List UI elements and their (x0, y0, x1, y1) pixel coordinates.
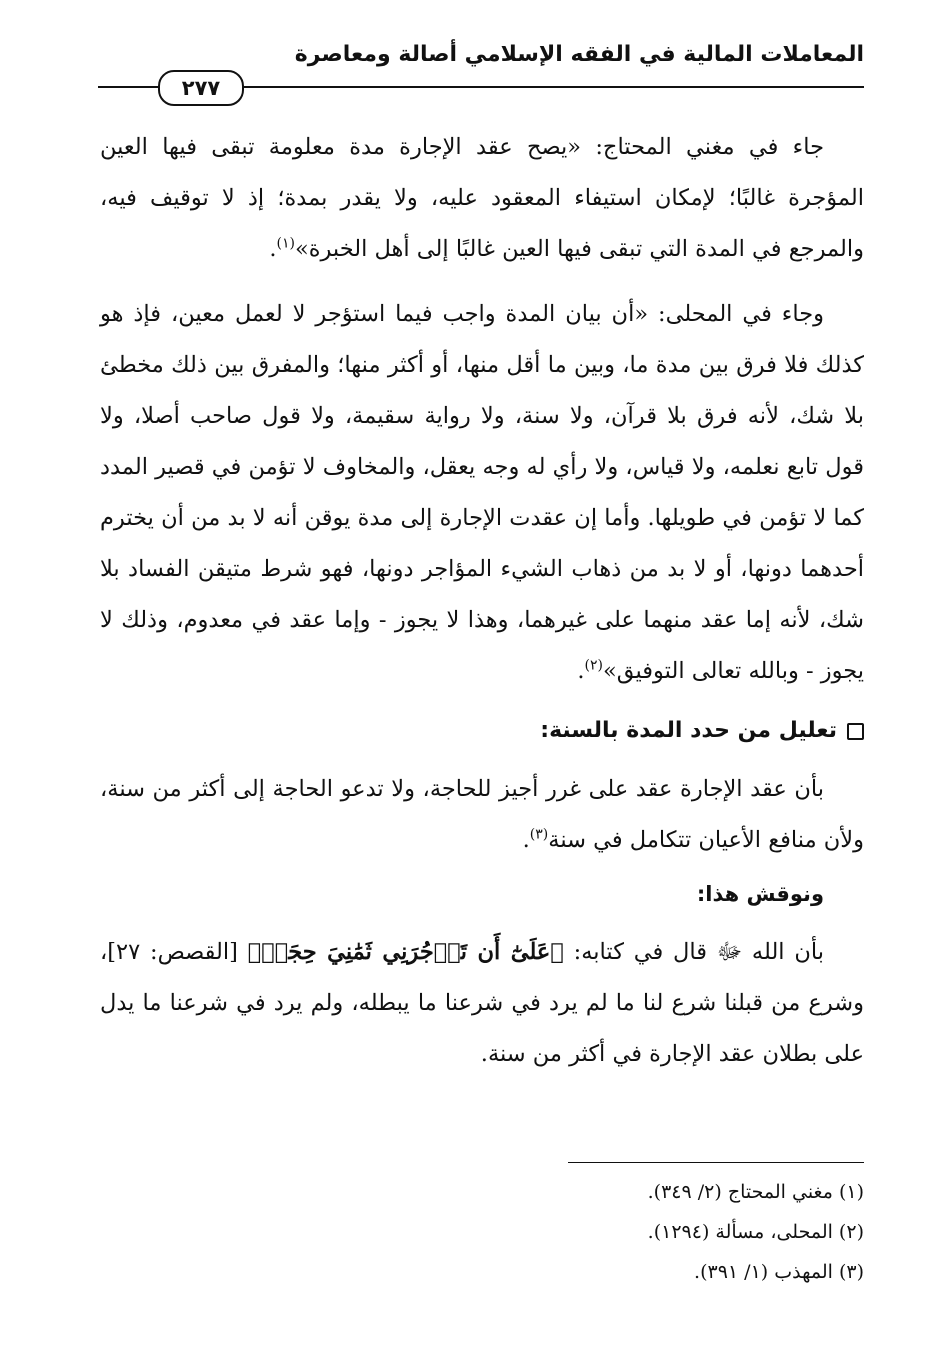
footnote-ref-2[interactable]: (٢) (584, 657, 603, 674)
section-heading-text: تعليل من حدد المدة بالسنة: (540, 718, 837, 743)
paragraph-end: . (522, 827, 530, 853)
footnote-ref-1[interactable]: (١) (276, 235, 295, 252)
footnote-3: (٣) المهذب (١/ ٣٩١). (694, 1261, 864, 1283)
section-heading (100, 707, 864, 755)
paragraph-reasoning (100, 764, 864, 866)
paragraph-text: بأن الله ﷻ قال في كتابه: (563, 939, 824, 965)
running-header-title: المعاملات المالية في الفقه الإسلامي أصالة ومعاصرة (294, 42, 864, 67)
subheading-discussion: ونوقش هذا: (696, 882, 824, 906)
square-bullet-icon (847, 723, 864, 740)
footnotes (100, 1172, 864, 1292)
paragraph-text: جاء في مغني المحتاج: «يصح عقد الإجارة مدة معلومة تبقى فيها العين المؤجرة غالبًا؛ لإمكان استيفاء المعقود عليه، ولا يقدر بمدة؛ إذ لا توقيف فيه، والمرجع في المدة التي تبقى فيها العين غالبًا إلى أهل الخبرة» (100, 134, 864, 262)
footnote-2: (٢) المحلى، مسألة (١٢٩٤). (647, 1221, 864, 1243)
page-number-badge: ٢٧٧ (158, 70, 244, 106)
footnote-separator (568, 1162, 864, 1163)
main-text (100, 122, 864, 1080)
paragraph-end: . (577, 658, 585, 684)
paragraph-text: بأن عقد الإجارة عقد على غرر أجيز للحاجة، ولا تدعو الحاجة إلى أكثر من سنة، ولأن منافع الأعيان تتكامل في سنة (100, 776, 864, 853)
paragraph-rebuttal (100, 927, 864, 1080)
quran-verse: ﴿عَلَىٰٓ أَن تَأۡجُرَنِي ثَمَٰنِيَ حِجَجٖ﴾ (247, 939, 564, 965)
paragraph-muhalla-quote (100, 289, 864, 697)
paragraph-end: . (269, 236, 277, 262)
paragraph-mughni-quote (100, 122, 864, 275)
paragraph-text-continued: [القصص: ٢٧]، وشرع من قبلنا شرع لنا ما لم يرد في شرعنا ما يبطله، ولم يرد في شرعنا ما يدل على بطلان عقد الإجارة في أكثر من سنة. (100, 939, 864, 1067)
paragraph-text: وجاء في المحلى: «أن بيان المدة واجب فيما استؤجر لا لعمل معين، فإذ هو كذلك فلا فرق بين مدة ما، وبين ما أقل منها، أو أكثر منها؛ والمفرق بين ذلك مخطئ بلا شك، لأنه فرق بلا قرآن، ولا سنة، ولا رواية سقيمة، ولا قول صاحب أصلا، ولا قول تابع نعلمه، ولا قياس، ولا رأي له وجه يعقل، والمخاوف لا تؤمن في قصير المدد كما لا تؤمن في طويلها. وأما إن عقدت الإجارة إلى مدة يوقن أنه لا بد من أن يخترم أحدهما دونها، أو لا بد من ذهاب الشيء المؤاجر دونها، فهو شرط متيقن الفساد بلا شك، لأنه إما عقد منهما على غيرهما، وهذا لا يجوز - وإما عقد في معدوم، وذلك لا يجوز - وبالله تعالى التوفيق» (100, 301, 864, 684)
footnote-1: (١) مغني المحتاج (٢/ ٣٤٩). (647, 1181, 864, 1203)
footnote-ref-3[interactable]: (٣) (529, 826, 549, 843)
